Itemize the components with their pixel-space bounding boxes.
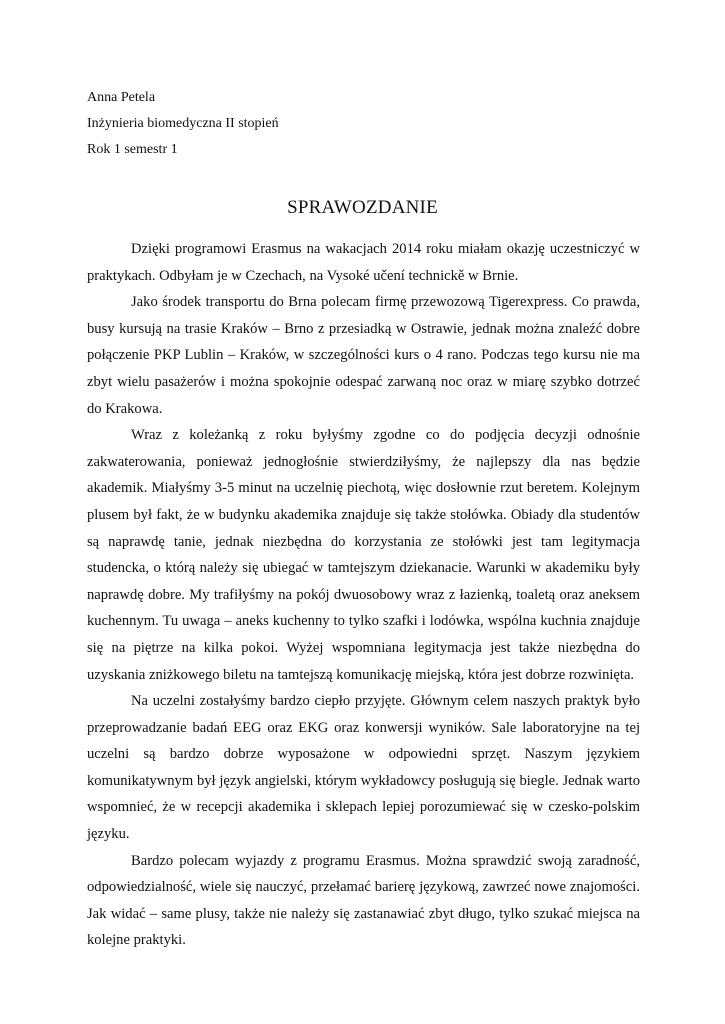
- paragraph-erasmus-intro: Dzięki programowi Erasmus na wakacjach 2014 roku miałam okazję uczestniczyć w praktykach. Odbyłam je w Czechach, na Vysoké učení technickě w Brnie.: [87, 241, 640, 284]
- document-title: SPRAWOZDANIE: [287, 197, 438, 218]
- document-header: [87, 85, 279, 163]
- paragraph-accommodation: Wraz z koleżanką z roku byłyśmy zgodne co do podjęcia decyzji odnośnie zakwaterowania, ponieważ jednogłośnie stwierdziłyśmy, że najlepszy dla nas będzie akademik. Miałyśmy 3-5 minut na uczelnię piechotą, więc dosłownie rzut beretem. Kolejnym plusem był fakt, że w budynku akademika znajduje się także stołówka. Obiady dla studentów są naprawdę tanie, jednak niezbędna do korzystania ze stołówki jest tam legitymacja studencka, o którą należy się ubiegać w tamtejszym dziekanacie. Warunki w akademiku były naprawdę dobre. My trafiłyśmy na pokój dwuosobowy wraz z łazienką, toaletą oraz aneksem kuchennym. Tu uwaga – aneks kuchenny to tylko szafki i lodówka, wspólna kuchnia znajduje się na piętrze na kilka pokoi. Wyżej wspomniana legitymacja jest także niezbędna do uzyskania zniżkowego biletu na tamtejszą komunikację miejską, która jest dobrze rozwinięta.: [87, 427, 640, 683]
- paragraph-transport: Jako środek transportu do Brna polecam firmę przewozową Tigerexpress. Co prawda, busy kursują na trasie Kraków – Brno z przesiadką w Ostrawie, jednak można znaleźć dobre połączenie PKP Lublin – Kraków, w szczególności kurs o 4 rano. Podczas tego kursu nie ma zbyt wielu pasażerów i można spokojnie odespać zarwaną noc oraz w miarę szybko dotrzeć do Krakowa.: [87, 294, 640, 417]
- year-semester: Rok 1 semestr 1: [87, 142, 178, 157]
- paragraph-university: Na uczelni zostałyśmy bardzo ciepło przyjęte. Głównym celem naszych praktyk było przeprowadzanie badań EEG oraz EKG oraz konwersji wyników. Sale laboratoryjne na tej uczelni są bardzo dobrze wyposażone w odpowiedni sprzęt. Naszym językiem komunikatywnym był język angielski, którym wykładowcy posługują się biegle. Jednak warto wspomnieć, że w recepcji akademika i sklepach lepiej porozumiewać się w czesko-polskim języku.: [87, 693, 640, 843]
- paragraph-recommendation: Bardzo polecam wyjazdy z programu Erasmus. Można sprawdzić swoją zaradność, odpowiedzialność, wiele się nauczyć, przełamać barierę językową, zawrzeć nowe znajomości. Jak widać – same plusy, także nie należy się zastanawiać zbyt długo, tylko szukać miejsca na kolejne praktyki.: [87, 852, 640, 949]
- field-of-study: Inżynieria biomedyczna II stopień: [87, 116, 279, 131]
- author-name: Anna Petela: [87, 90, 156, 105]
- document-body: [87, 236, 640, 954]
